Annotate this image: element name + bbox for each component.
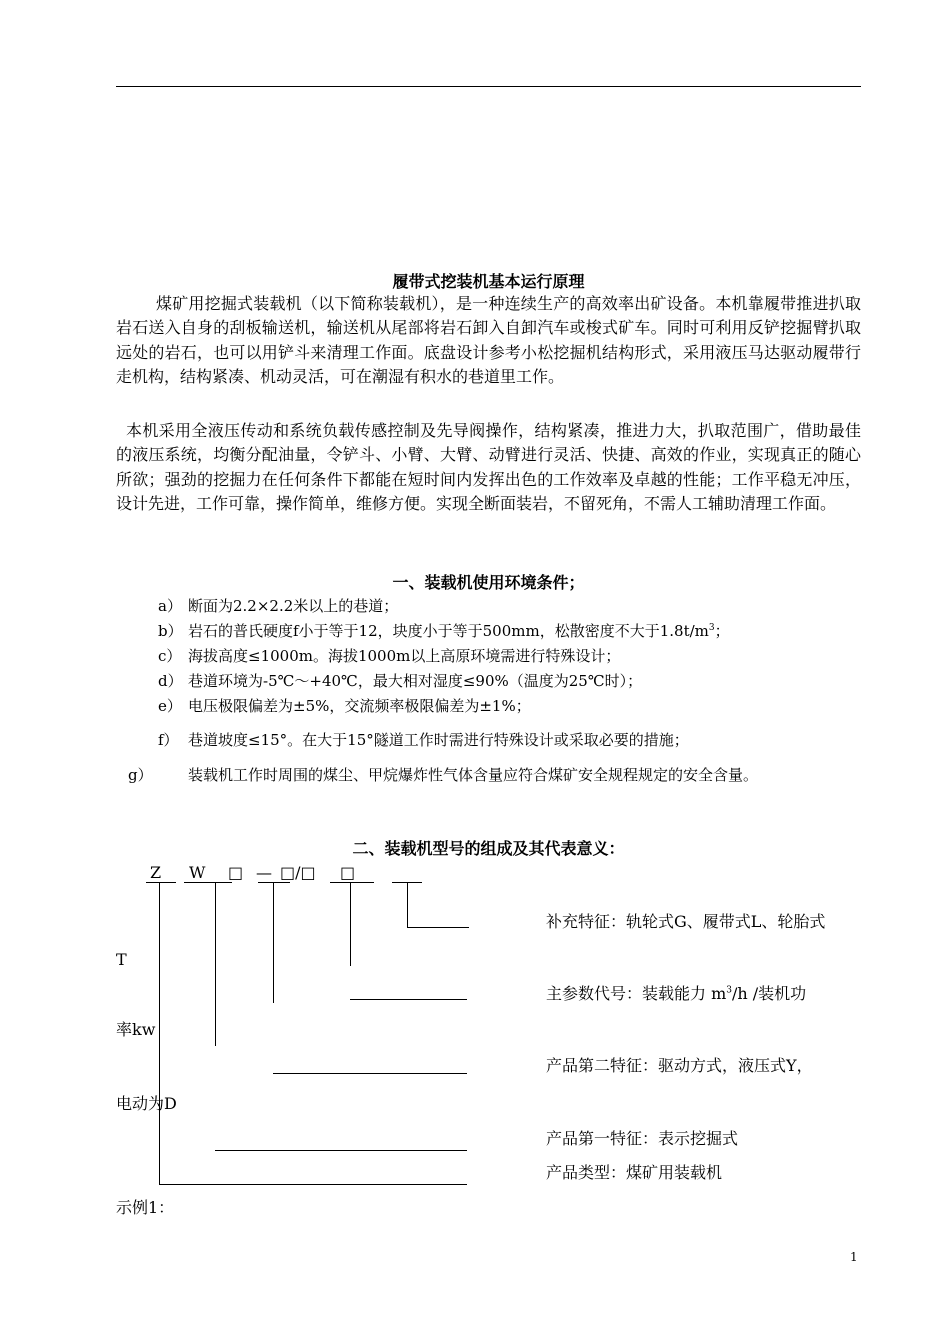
code-underline — [258, 882, 290, 883]
first-feature: 产品第一特征：表示挖掘式 — [546, 1129, 739, 1148]
condition-item: a） 断面为2.2×2.2米以上的巷道； — [158, 597, 399, 615]
code-underline — [184, 882, 232, 883]
code-underline — [330, 882, 374, 883]
leader-line-first — [215, 882, 216, 1046]
leader-line-second — [273, 882, 274, 1003]
leader-h-second — [273, 1073, 467, 1074]
condition-item: e） 电压极限偏差为±5%，交流频率极限偏差为±1%； — [158, 697, 531, 715]
page-number: 1 — [850, 1250, 858, 1264]
condition-item: f） 巷道坡度≤15°。在大于15°隧道工作时需进行特殊设计或采取必要的措施； — [158, 731, 689, 749]
header-rule — [116, 86, 861, 87]
example-label: 示例1： — [116, 1198, 175, 1217]
supplement-feature-cont: T — [116, 950, 127, 969]
code-dash: — — [256, 863, 272, 882]
leader-h-type — [159, 1184, 467, 1185]
leader-h-param — [350, 999, 467, 1000]
code-box-2: □/□ — [280, 863, 316, 882]
condition-item: c） 海拔高度≤1000m。海拔1000m以上高原环境需进行特殊设计； — [158, 647, 621, 665]
code-box-1: □ — [228, 863, 244, 882]
section2-heading: 二、装载机型号的组成及其代表意义： — [352, 839, 625, 858]
condition-item: d） 巷道环境为-5℃～+40℃，最大相对湿度≤90%（温度为25℃时）； — [158, 672, 643, 690]
code-z: Z — [150, 863, 162, 882]
leader-h-first — [215, 1150, 467, 1151]
code-underline — [146, 882, 176, 883]
intro-paragraph: 煤矿用挖掘式装载机（以下简称装载机），是一种连续生产的高效率出矿设备。本机靠履带推进扒取岩石送入自身的刮板输送机，输送机从尾部将岩石卸入自卸汽车或梭式矿车。同时可利用反铲挖掘臂扒取远处的岩石，也可以用铲斗来清理工作面。底盘设计参考小松挖掘机结构形式，采用液压马达驱动履带行走机构，结构紧凑、机动灵活，可在潮湿有积水的巷道里工作。 — [116, 294, 861, 387]
condition-item: g） 装载机工作时周围的煤尘、甲烷爆炸性气体含量应符合煤矿安全规程规定的安全含量。 — [128, 766, 759, 784]
features-paragraph: 本机采用全液压传动和系统负载传感控制及先导阀操作，结构紧凑，推进力大，扒取范围广，借助最佳的液压系统，均衡分配油量，令铲斗、小臂、大臂、动臂进行灵活、快捷、高效的作业，实现真正的随心所欲；强劲的挖掘力在任何条件下都能在短时间内发挥出色的工作效率及卓越的性能；工作平稳无冲压，设计先进，工作可靠，操作简单，维修方便。实现全断面装岩，不留死角，不需人工辅助清理工作面。 — [116, 421, 861, 514]
leader-line-type — [159, 882, 160, 1184]
leader-line-supplement — [407, 882, 408, 927]
code-box-3: □ — [340, 863, 356, 882]
document-title: 履带式挖装机基本运行原理 — [392, 272, 585, 291]
leader-h-supplement — [407, 927, 469, 928]
second-feature-cont: 电动为D — [116, 1094, 177, 1113]
section1-heading: 一、装载机使用环境条件； — [392, 573, 585, 592]
leader-line-param — [350, 882, 351, 966]
supplement-feature: 补充特征：轨轮式G、履带式L、轮胎式 — [546, 912, 826, 931]
code-w: W — [189, 863, 206, 882]
product-type: 产品类型：煤矿用装载机 — [546, 1163, 723, 1182]
main-parameter-cont: 率kw — [116, 1020, 156, 1039]
second-feature: 产品第二特征：驱动方式，液压式Y， — [546, 1056, 813, 1075]
main-parameter: 主参数代号：装载能力 $m^3/h$ /装机功 — [546, 984, 807, 1003]
condition-item: b） 岩石的普氏硬度f小于等于12，块度小于等于500mm，松散密度不大于$1.8t/m^3$； — [158, 622, 730, 640]
